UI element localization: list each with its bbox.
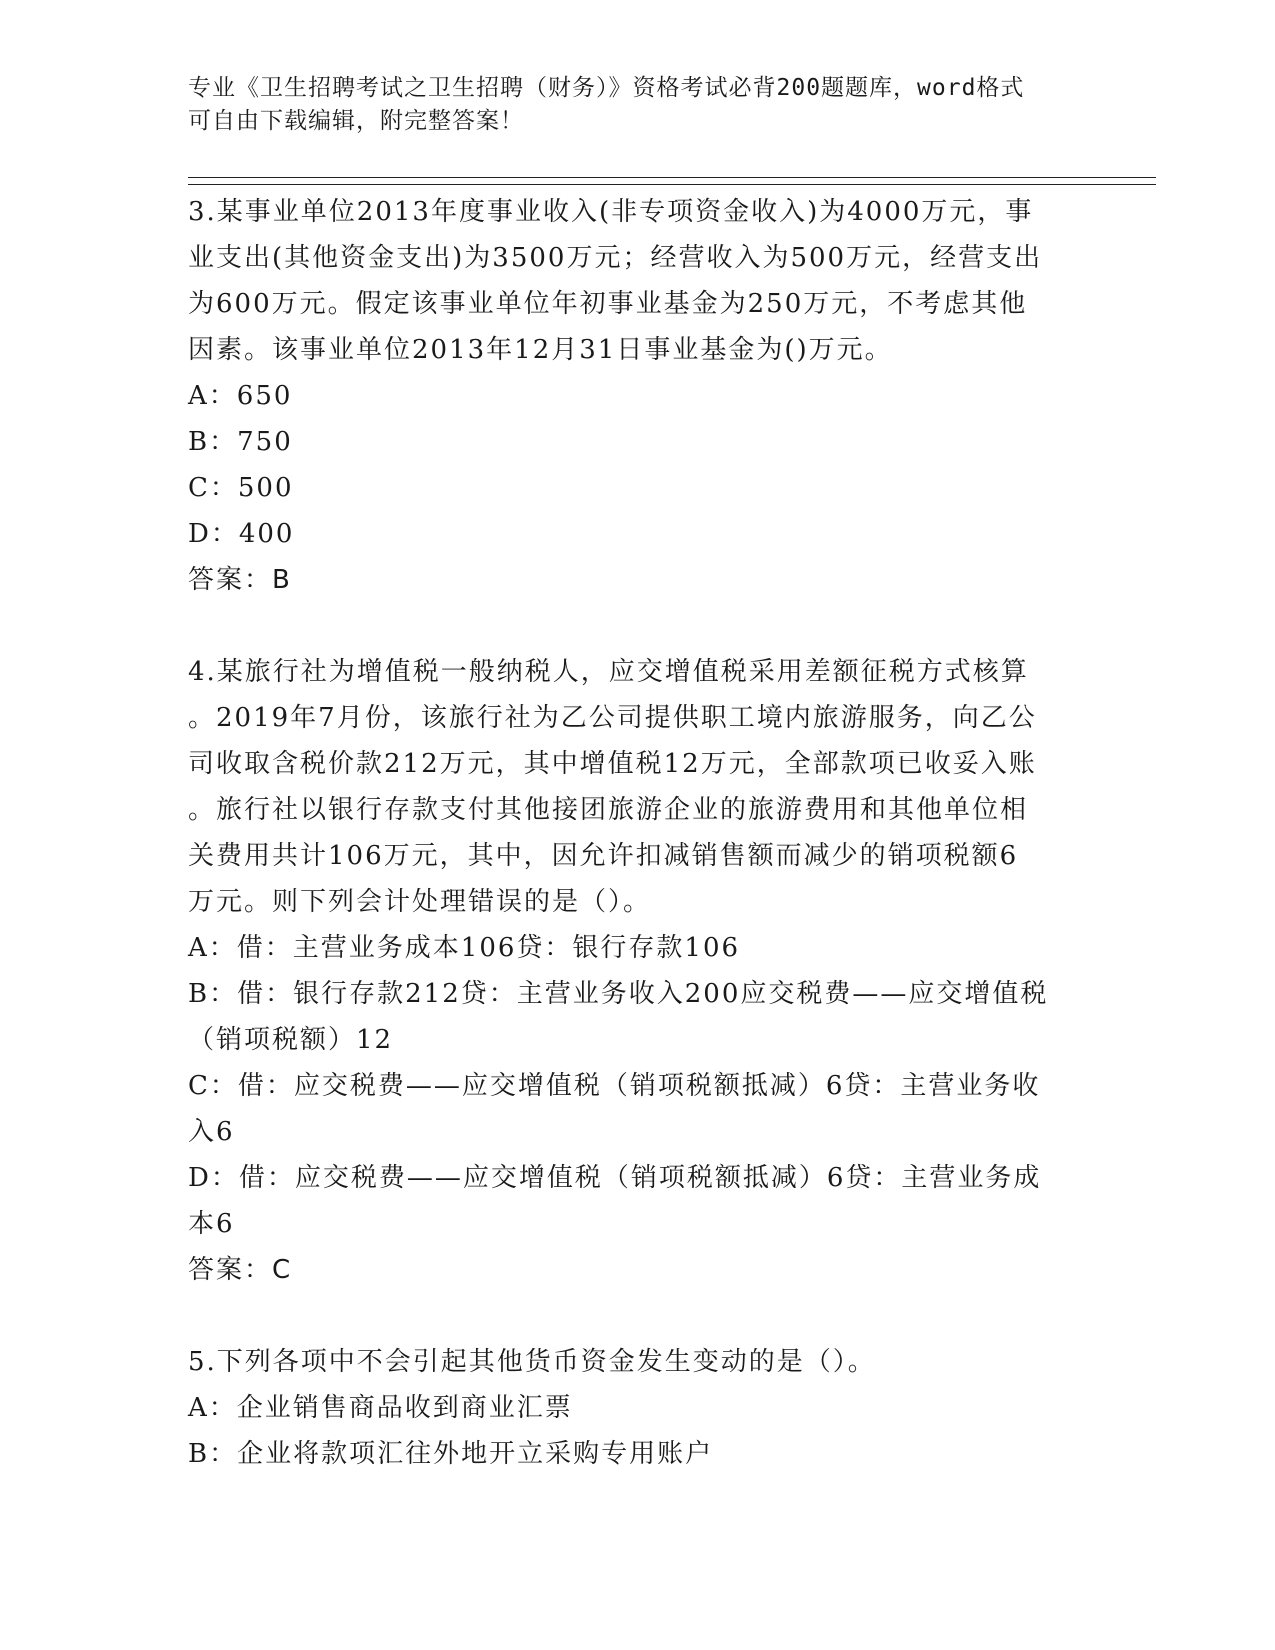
question-4-text-line: 。旅行社以银行存款支付其他接团旅游企业的旅游费用和其他单位相 [188,795,1029,825]
question-5-option-b: B：企业将款项汇往外地开立采购专用账户 [188,1439,714,1469]
question-5-text-line: 5.下列各项中不会引起其他货币资金发生变动的是（）。 [188,1347,876,1377]
question-3-text-line: 因素。该事业单位2013年12月31日事业基金为()万元。 [188,335,893,365]
question-list [188,189,1088,1477]
question-5-option-a: A：企业销售商品收到商业汇票 [188,1393,573,1423]
question-4-option-c: C：借：应交税费——应交增值税（销项税额抵减）6贷：主营业务收 [188,1071,1041,1101]
question-3-text-line: 业支出(其他资金支出)为3500万元；经营收入为500万元，经营支出 [188,243,1043,273]
question-3-option-c: C：500 [188,473,294,503]
header-divider-bottom [188,184,1156,185]
question-spacer [188,1293,1088,1339]
question-3-text-line: 为600万元。假定该事业单位年初事业基金为250万元，不考虑其他 [188,289,1028,319]
question-3 [188,189,1088,603]
question-4-text-line: 万元。则下列会计处理错误的是（）。 [188,887,652,917]
document-header [188,72,1088,138]
header-line-1: 专业《卫生招聘考试之卫生招聘（财务）》资格考试必背200题题库，word格式 [188,75,1025,101]
question-3-option-d: D：400 [188,519,295,549]
question-3-text-line: 3.某事业单位2013年度事业收入(非专项资金收入)为4000万元，事 [188,197,1034,227]
question-4-option-d-continued: 本6 [188,1209,235,1239]
question-4 [188,649,1088,1293]
question-4-text-line: 司收取含税价款212万元，其中增值税12万元，全部款项已收妥入账 [188,749,1037,779]
question-4-option-d: D：借：应交税费——应交增值税（销项税额抵减）6贷：主营业务成 [188,1163,1042,1193]
question-4-option-a: A：借：主营业务成本106贷：银行存款106 [188,933,741,963]
question-4-text-line: 关费用共计106万元，其中，因允许扣减销售额而减少的销项税额6 [188,841,1019,871]
question-5 [188,1339,1088,1477]
question-spacer [188,603,1088,649]
question-4-option-c-continued: 入6 [188,1117,235,1147]
question-4-option-b-continued: （销项税额）12 [188,1025,394,1055]
header-line-2: 可自由下载编辑，附完整答案！ [188,108,524,134]
question-4-option-b: B：借：银行存款212贷：主营业务收入200应交税费——应交增值税 [188,979,1049,1009]
question-4-answer: 答案：C [188,1255,293,1285]
question-3-answer: 答案：B [188,565,292,595]
question-3-option-b: B：750 [188,427,293,457]
question-4-text-line: 4.某旅行社为增值税一般纳税人，应交增值税采用差额征税方式核算 [188,657,1029,687]
question-4-text-line: 。2019年7月份，该旅行社为乙公司提供职工境内旅游服务，向乙公 [188,703,1037,733]
header-divider-top [188,177,1156,178]
question-3-option-a: A：650 [188,381,293,411]
